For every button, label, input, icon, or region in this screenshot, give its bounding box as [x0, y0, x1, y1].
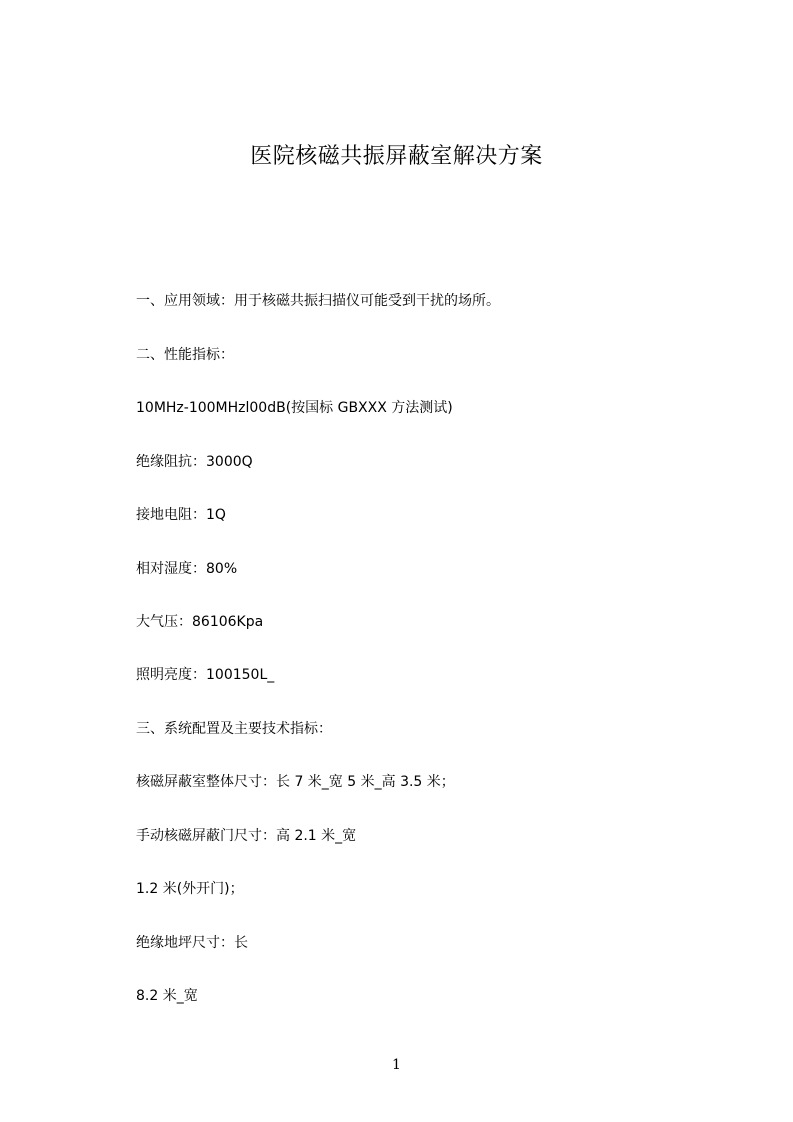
spec-line-grounding: 接地电阻：1Q	[136, 507, 226, 523]
spec-line-floor-size-cont: 8.2 米_宽	[136, 988, 198, 1004]
spec-line-room-size: 核磁屏蔽室整体尺寸：长 7 米_宽 5 米_高 3.5 米；	[136, 774, 455, 790]
section-heading-performance: 二、性能指标：	[136, 347, 234, 363]
spec-line-shielding: 10MHz-100MHzl00dB(按国标 GBXXX 方法测试)	[136, 400, 453, 416]
spec-line-humidity: 相对湿度：80%	[136, 561, 238, 577]
document-title: 医院核磁共振屏蔽室解决方案	[250, 144, 543, 169]
spec-line-pressure: 大气压：86106Kpa	[136, 614, 264, 630]
spec-line-door-size: 手动核磁屏蔽门尺寸：高 2.1 米_宽	[136, 828, 357, 844]
section-heading-application: 一、应用领域：用于核磁共振扫描仪可能受到干扰的场所。	[136, 293, 500, 309]
spec-line-floor-size: 绝缘地坪尺寸：长	[136, 935, 248, 951]
section-heading-configuration: 三、系统配置及主要技术指标：	[136, 721, 332, 737]
page-number: 1	[392, 1057, 401, 1073]
spec-line-door-size-cont: 1.2 米(外开门)；	[136, 881, 244, 897]
spec-line-lighting: 照明亮度：100150L_	[136, 667, 275, 683]
spec-line-insulation: 绝缘阻抗：3000Q	[136, 454, 253, 470]
